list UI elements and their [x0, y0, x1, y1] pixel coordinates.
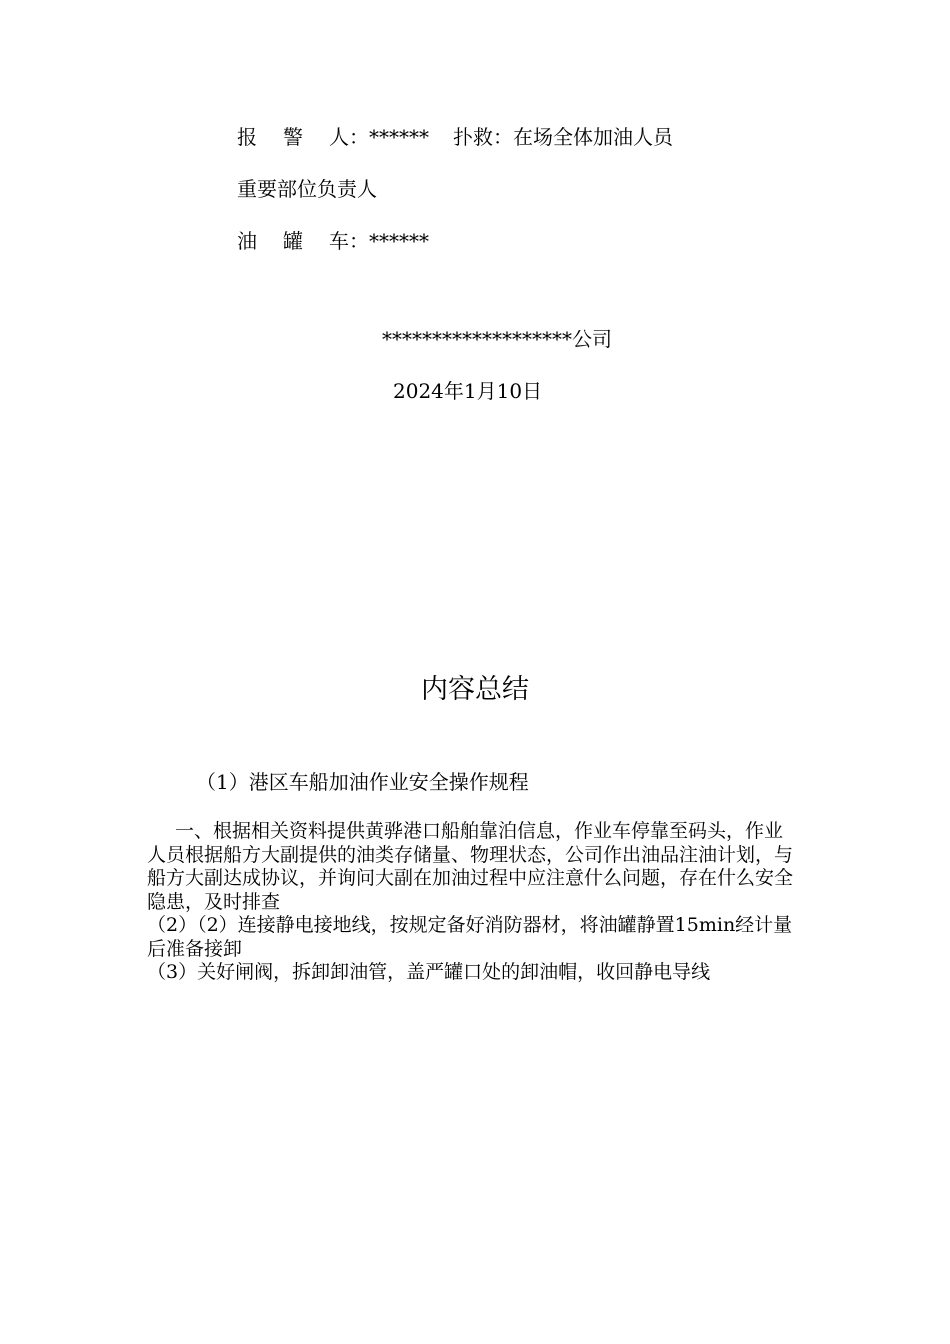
document-date: 2024年1月10日	[393, 379, 543, 403]
reporter-label-char-3: 人：	[329, 125, 369, 149]
summary-item-2: （2）（2）连接静电接地线，按规定备好消防器材，将油罐静置15min经计量后准备接卸	[147, 914, 793, 960]
key-person-line: 重要部位负责人	[237, 177, 377, 201]
summary-body	[147, 820, 797, 985]
summary-item-3: （3）关好闸阀，拆卸卸油管，盖严罐口处的卸油帽，收回静电导线	[147, 961, 711, 983]
summary-heading: 内容总结	[421, 674, 529, 705]
company-name: *******************公司	[382, 327, 612, 351]
tanker-label-char-3: 车：	[329, 229, 369, 253]
tanker-label-char-2: 罐	[283, 229, 303, 253]
tanker-value: ******	[369, 229, 429, 253]
summary-item-1: （1）港区车船加油作业安全操作规程	[196, 770, 529, 794]
reporter-label-char-1: 报	[237, 125, 257, 149]
reporter-label-char-2: 警	[283, 125, 303, 149]
tanker-label-char-1: 油	[237, 229, 257, 253]
tanker-line	[237, 229, 429, 253]
rescue-text: 扑救：在场全体加油人员	[453, 125, 673, 149]
reporter-value: ******	[369, 125, 429, 149]
reporter-line	[237, 125, 673, 149]
summary-paragraph-1: 一、根据相关资料提供黄骅港口船舶靠泊信息，作业车停靠至码头，作业人员根据船方大副提供的油类存储量、物理状态，公司作出油品注油计划，与船方大副达成协议，并询问大副在加油过程中应注意什么问题，存在什么安全隐患，及时排查	[147, 820, 794, 913]
